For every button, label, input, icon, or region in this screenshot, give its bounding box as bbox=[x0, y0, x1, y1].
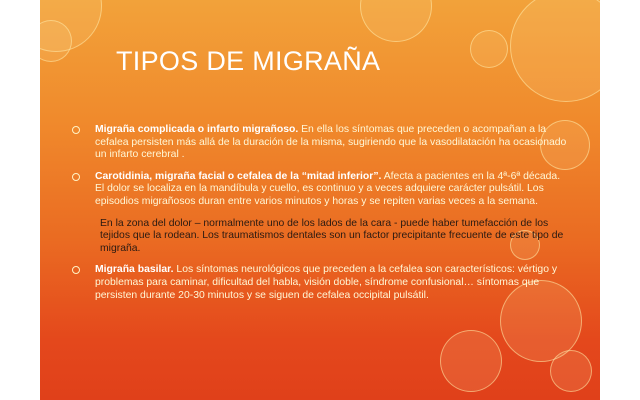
bullet-heading: Carotidinia, migraña facial o cefalea de la “mitad inferior”. bbox=[95, 170, 382, 182]
decorative-circle bbox=[550, 350, 592, 392]
bullet-body: Afecta a pacientes en la 4ª-6ª década. El dolor se localiza en la mandíbula y cuello, es continuo y a veces adquiere carácter pulsátil. Los episodios migrañosos duran entre varios minutos y horas y se repiten varias veces a la semana. bbox=[95, 170, 561, 207]
bullet-body: Los síntomas neurológicos que preceden a la cefalea son característicos: vértigo y problemas para caminar, dificultad del habla, visión doble, síndrome confusional… síntomas que persisten durante 20-30 minutos y se siguen de cefalea occipital pulsátil. bbox=[95, 264, 558, 301]
circle-bullet-icon bbox=[72, 266, 80, 274]
decorative-circle bbox=[510, 0, 600, 102]
decorative-circle bbox=[360, 0, 432, 42]
slide-content bbox=[68, 124, 568, 311]
bullet-body: En ella los síntomas que preceden o acompañan a la cefalea persisten más allá de la duración de la misma, sugiriendo que la vasodilatación ha ocasionado un infarto cerebral . bbox=[95, 124, 567, 161]
slide-title: TIPOS DE MIGRAÑA bbox=[116, 46, 381, 76]
slide bbox=[40, 0, 600, 400]
bullet-heading: Migraña basilar. bbox=[95, 264, 174, 276]
bullet-item bbox=[68, 264, 568, 302]
bullet-item bbox=[68, 124, 568, 162]
decorative-circle bbox=[470, 30, 508, 68]
circle-bullet-icon bbox=[72, 126, 80, 134]
decorative-circle bbox=[440, 330, 502, 392]
bullet-item bbox=[68, 171, 568, 209]
bullet-heading: Migraña complicada o infarto migrañoso. bbox=[95, 124, 299, 135]
sub-paragraph: En la zona del dolor – normalmente uno de los lados de la cara - puede haber tumefacción de los tejidos que la rodean. Los traumatismos dentales son un factor precipitante frecuente de este tipo de migraña. bbox=[100, 217, 564, 254]
circle-bullet-icon bbox=[72, 173, 80, 181]
